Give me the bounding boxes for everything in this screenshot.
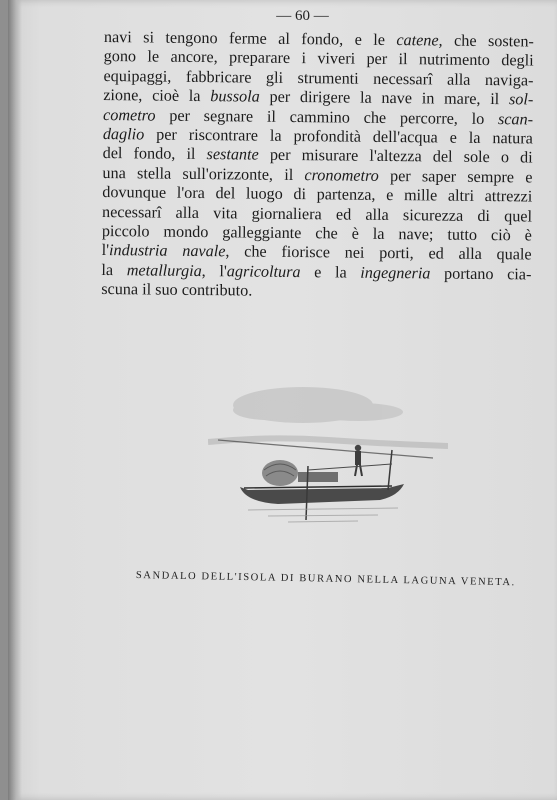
text-segment: e la	[300, 262, 361, 282]
text-segment: l'	[101, 241, 110, 260]
italic-term: ingegneria	[360, 263, 431, 283]
text-segment: per saper sempre e	[378, 166, 533, 187]
text-segment: gono le ancore, preparare i viveri per il nutrimento degli	[103, 47, 534, 70]
figure-caption: SANDALO DELL'ISOLA DI BURANO NELLA LAGUNA VENETA.	[135, 570, 516, 589]
italic-term: cometro	[102, 105, 156, 125]
text-segment: , che fiorisce nei porti, ed alla quale	[225, 242, 532, 264]
boatman-figure	[355, 445, 362, 476]
italic-term: agricoltura	[226, 262, 301, 281]
text-segment: per dirigere la nave in mare, il	[259, 87, 510, 109]
text-segment: una stella sull'orizzonte, il	[102, 163, 305, 184]
page-number: — 60 —	[276, 8, 329, 24]
boat-illustration	[208, 370, 448, 540]
italic-term: catene,	[396, 31, 443, 50]
italic-term: bussola	[210, 87, 260, 106]
text-segment: necessarî alla vita giornaliera ed alla sicurezza di quel	[101, 202, 533, 226]
sky-clouds	[233, 387, 403, 423]
italic-term: sestante	[206, 145, 259, 165]
text-segment: la	[101, 260, 127, 280]
text-line	[101, 280, 531, 304]
italic-term: cronometro	[304, 165, 379, 185]
text-segment: scuna il suo contributo.	[101, 280, 253, 300]
book-page	[8, 0, 557, 800]
text-segment: per segnare il cammino che percorre, lo	[155, 106, 499, 128]
text-segment: che sosten-	[442, 31, 534, 51]
text-segment: dovunque l'ora del luogo di partenza, e mille altri attrezzi	[102, 183, 533, 206]
italic-term: metallurgia	[126, 261, 202, 280]
italic-term: sol-	[508, 90, 534, 109]
text-segment: per riscontrare la profondità dell'acqua e la natura	[144, 125, 533, 148]
text-segment: portano cia-	[430, 264, 532, 284]
text-segment: piccolo mondo galleggiante che è la nave; tutto ciò è	[101, 222, 532, 245]
text-segment: , l'	[201, 261, 227, 281]
text-segment: zione, cioè la	[103, 86, 211, 106]
text-segment: del fondo, il	[102, 144, 207, 164]
italic-term: scan-	[497, 109, 534, 129]
binding-shadow	[8, 0, 22, 800]
text-segment: navi si tengono ferme al fondo, e le	[103, 28, 397, 50]
text-segment: per misurare l'altezza del sole o di	[258, 146, 533, 167]
text-segment: equipaggi, fabbricare gli strumenti necessarî alla naviga-	[103, 66, 534, 90]
body-paragraph	[101, 28, 534, 304]
italic-term: daglio	[102, 125, 145, 144]
italic-term: industria navale	[108, 241, 226, 261]
